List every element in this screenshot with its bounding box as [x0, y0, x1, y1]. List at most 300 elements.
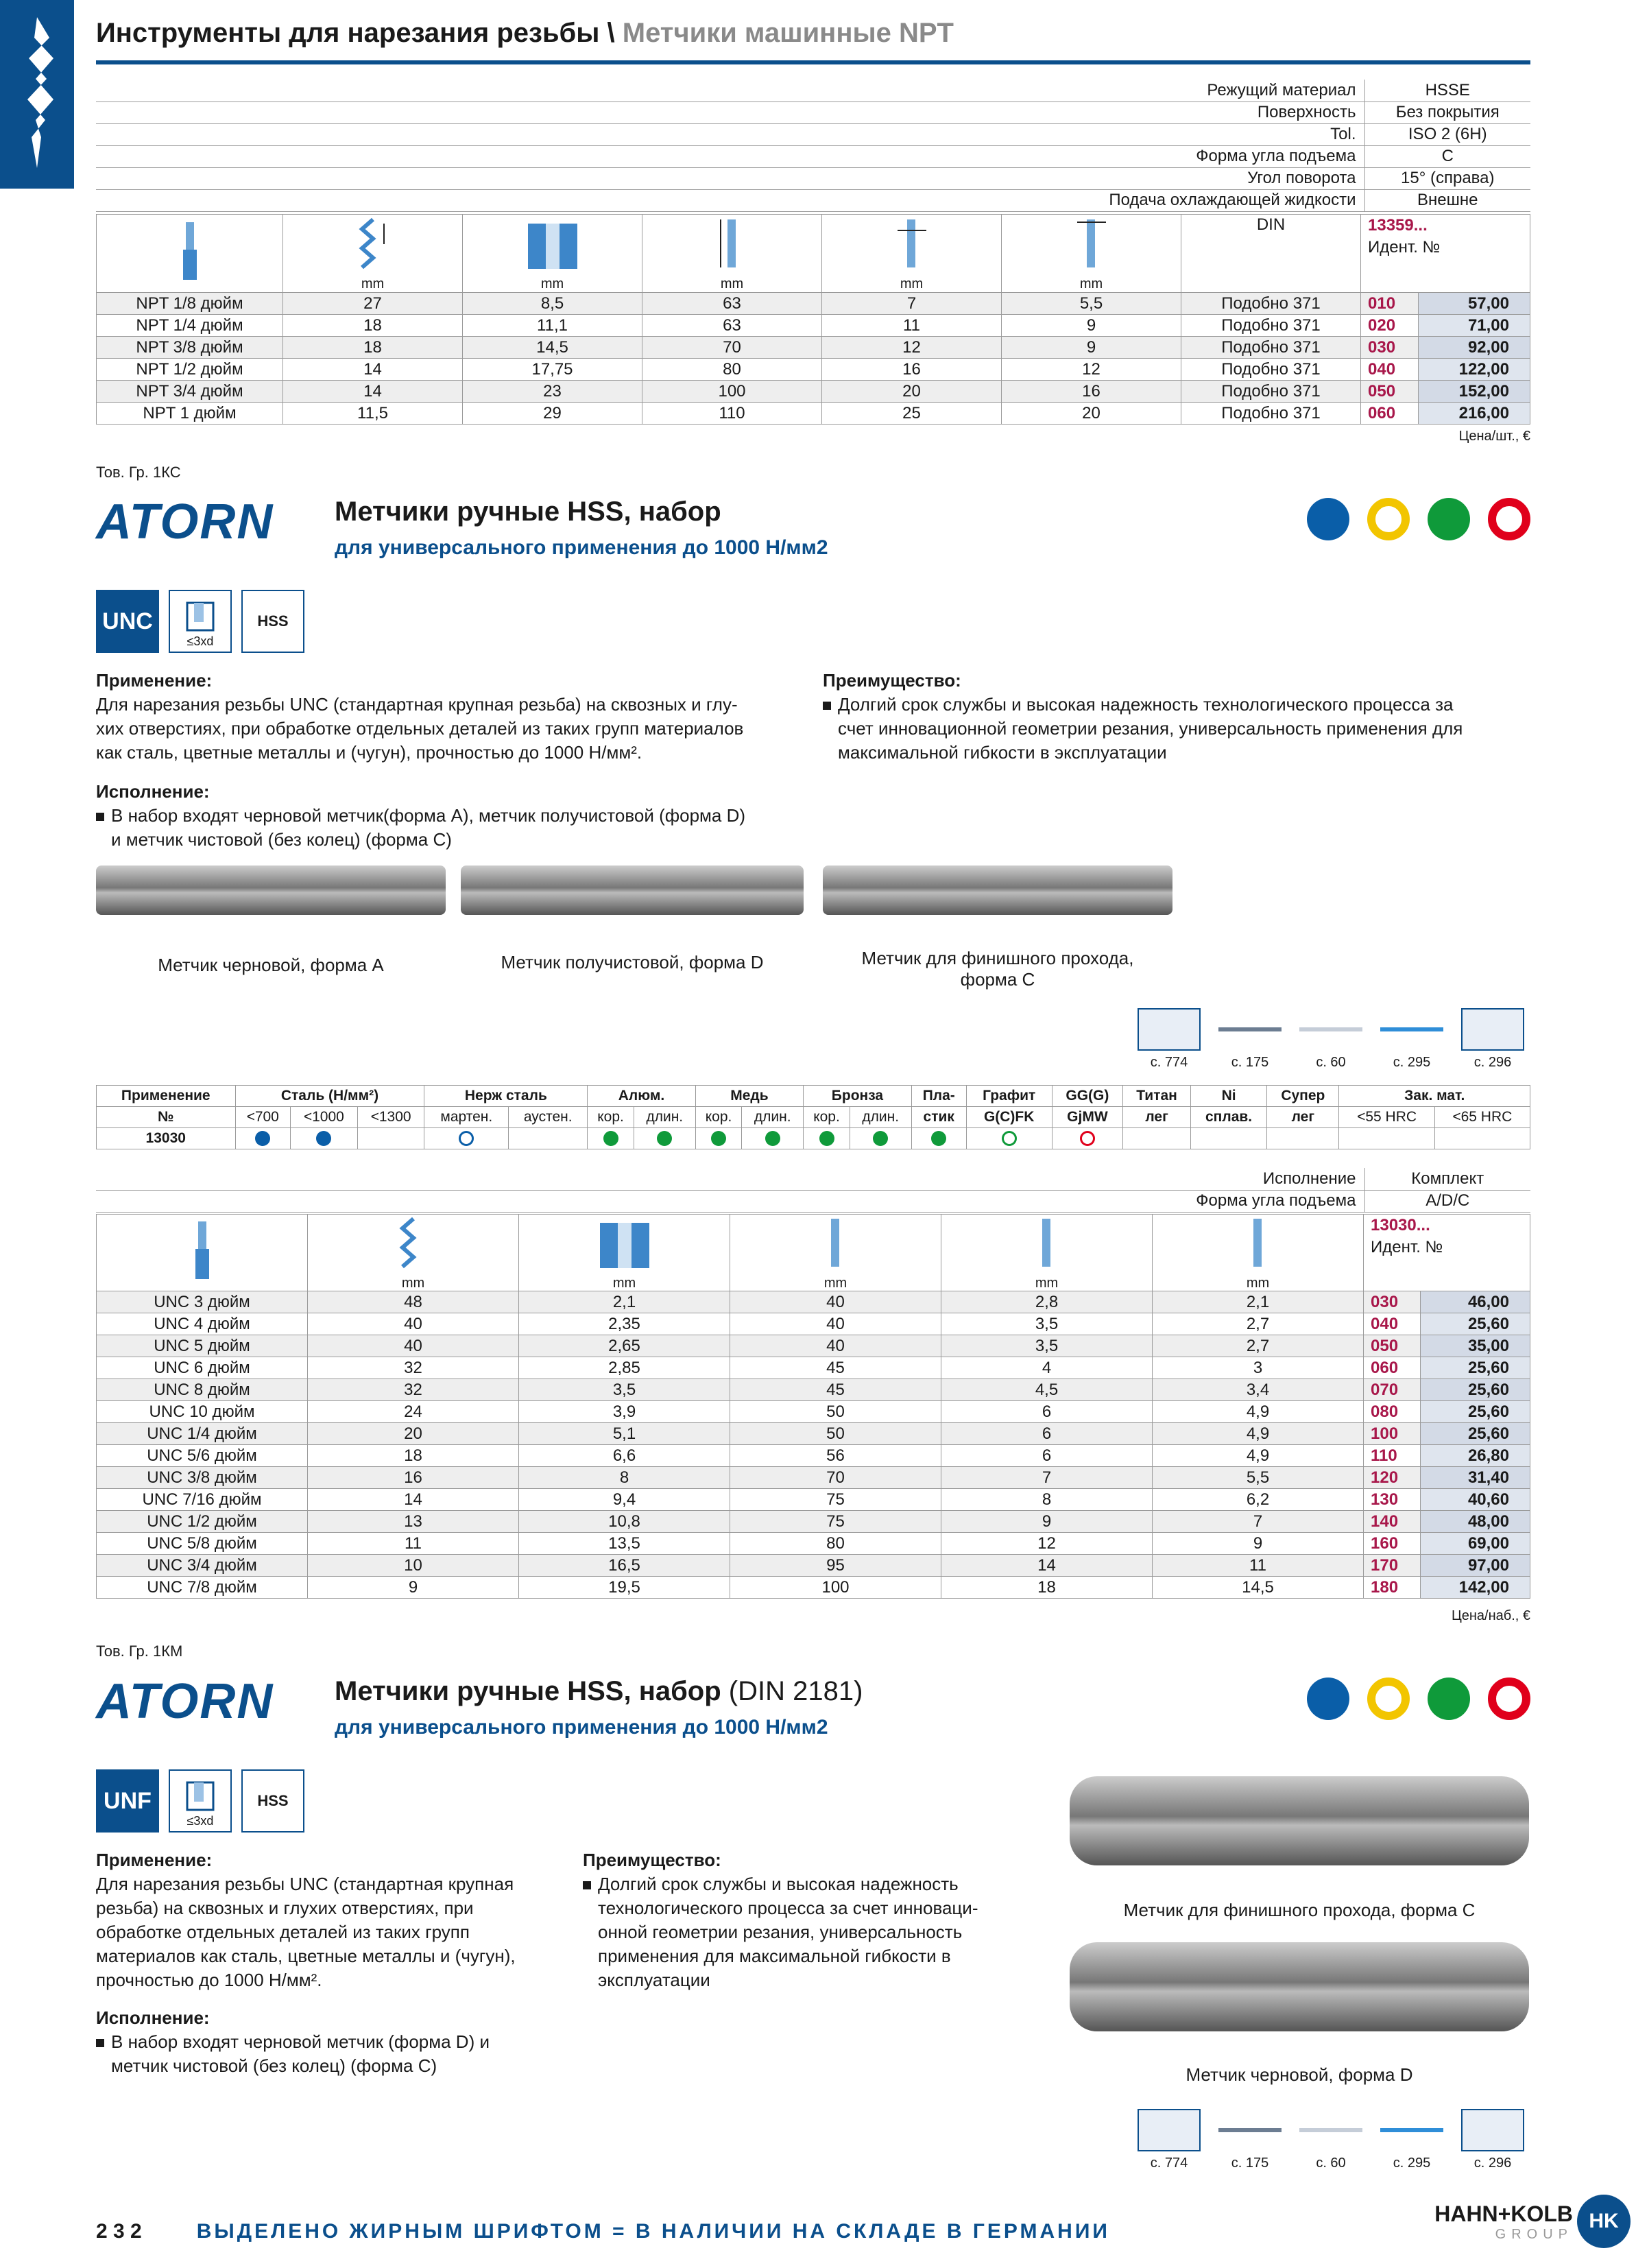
- footer: [96, 2220, 1110, 2243]
- tool-image-form-a: [96, 866, 446, 915]
- data-cell: 23: [463, 381, 642, 403]
- header-rule: [96, 60, 1530, 64]
- ref-drill[interactable]: с. 60: [1290, 1008, 1371, 1071]
- material-header: Пла-: [911, 1086, 966, 1107]
- ref-drill[interactable]: с. 60: [1290, 2109, 1371, 2171]
- execution-section: Исполнение: В набор входят черновой метчик(форма А), метчик получистовой (форма D) и метчик чистовой (без колец) (форма С): [96, 781, 746, 850]
- cast-dot: [1488, 1678, 1530, 1720]
- article-id: 050: [1361, 381, 1419, 403]
- data-cell: 2,65: [519, 1335, 730, 1357]
- data-cell: 3: [1153, 1357, 1364, 1379]
- product-title: Метчики ручные HSS, набор: [335, 497, 721, 527]
- page-title: Инструменты для нарезания резьбы \ Метчики машинные NPT: [96, 18, 954, 48]
- length-icon-cell: mm: [730, 1215, 941, 1291]
- suitability-dot: [1002, 1131, 1017, 1146]
- product-group: Тов. Гр. 1КС: [96, 464, 181, 481]
- price-cell: 71,00: [1419, 315, 1530, 337]
- pitch-icon-cell: mm: [283, 215, 463, 293]
- material-header: Ni: [1190, 1086, 1266, 1107]
- material-subheader: GjMW: [1052, 1107, 1123, 1128]
- data-cell: 40: [730, 1291, 941, 1313]
- suitability-dot: [459, 1131, 474, 1146]
- material-subheader: лег: [1267, 1107, 1339, 1128]
- table-row: [97, 1379, 1530, 1401]
- material-subheader: <55 HRC: [1339, 1107, 1434, 1128]
- data-cell: 14,5: [1153, 1577, 1364, 1599]
- data-cell: 32: [308, 1357, 519, 1379]
- data-cell: 63: [642, 293, 822, 315]
- suitability-dot: [316, 1131, 331, 1146]
- data-cell: 40: [730, 1335, 941, 1357]
- data-cell: 12: [822, 337, 1002, 359]
- table-row: [97, 403, 1530, 425]
- brand-mark: HK: [1577, 2195, 1631, 2248]
- tool-caption-d: Метчик получистовой, форма D: [501, 952, 764, 972]
- cast-dot: [1488, 498, 1530, 540]
- data-cell: 4,5: [941, 1379, 1153, 1401]
- material-subheader: аустен.: [509, 1107, 588, 1128]
- data-cell: 6,6: [519, 1445, 730, 1467]
- data-cell: 9: [308, 1577, 519, 1599]
- data-cell: 3,9: [519, 1401, 730, 1423]
- material-cell: [850, 1128, 911, 1149]
- thread-badge: UNC: [96, 590, 159, 653]
- pitch-icon-cell: mm: [308, 1215, 519, 1291]
- data-cell: 50: [730, 1401, 941, 1423]
- material-cell: [1434, 1128, 1530, 1149]
- thread-icon-cell: [97, 215, 283, 293]
- data-cell: 29: [463, 403, 642, 425]
- data-cell: 48: [308, 1291, 519, 1313]
- property-label: Угол поворота: [96, 167, 1364, 189]
- length-icon: [715, 217, 749, 272]
- data-cell: 6: [941, 1445, 1153, 1467]
- table-row: [97, 1533, 1530, 1555]
- property-value: Внешне: [1364, 189, 1530, 211]
- product-subtitle: для универсального применения до 1000 Н/мм2: [335, 1716, 828, 1739]
- data-cell: 4: [941, 1357, 1153, 1379]
- ref-holder[interactable]: с. 295: [1371, 1008, 1452, 1071]
- article-id: 060: [1361, 403, 1419, 425]
- price-cell: 152,00: [1419, 381, 1530, 403]
- material-cell: [509, 1128, 588, 1149]
- data-cell: 4,9: [1153, 1401, 1364, 1423]
- data-cell: 2,35: [519, 1313, 730, 1335]
- material-header: Применение: [97, 1086, 236, 1107]
- data-cell: 95: [730, 1555, 941, 1577]
- data-cell: 18: [283, 337, 463, 359]
- material-cell: [1190, 1128, 1266, 1149]
- data-cell: 27: [283, 293, 463, 315]
- material-subheader: кор.: [804, 1107, 850, 1128]
- material-badge: HSS: [241, 1769, 304, 1833]
- blind-hole-icon: [183, 1780, 217, 1814]
- thread-icon-cell: [97, 1215, 308, 1291]
- data-cell: 3,4: [1153, 1379, 1364, 1401]
- data-cell: 16,5: [519, 1555, 730, 1577]
- price-cell: 26,80: [1420, 1445, 1530, 1467]
- material-subheader: длин.: [634, 1107, 695, 1128]
- suitability-dot: [819, 1131, 834, 1146]
- data-cell: 11: [308, 1533, 519, 1555]
- material-subheader: сплав.: [1190, 1107, 1266, 1128]
- length-icon-cell: mm: [642, 215, 822, 293]
- tool-caption-d: Метчик черновой, форма D: [1186, 2064, 1413, 2085]
- material-header: GG(G): [1052, 1086, 1123, 1107]
- data-cell: Подобно 371: [1181, 337, 1361, 359]
- data-cell: 18: [308, 1445, 519, 1467]
- property-value: A/D/C: [1364, 1190, 1530, 1212]
- data-cell: 10,8: [519, 1511, 730, 1533]
- material-header: Нерж сталь: [424, 1086, 588, 1107]
- property-row: [96, 145, 1530, 167]
- data-cell: 5,5: [1002, 293, 1181, 315]
- data-cell: 2,7: [1153, 1335, 1364, 1357]
- price-cell: 25,60: [1420, 1423, 1530, 1445]
- data-cell: 9,4: [519, 1489, 730, 1511]
- data-cell: 9: [941, 1511, 1153, 1533]
- suitability-dot: [657, 1131, 672, 1146]
- property-label: Tol.: [96, 123, 1364, 145]
- shank-icon-cell: mm: [941, 1215, 1153, 1291]
- data-cell: UNC 3/8 дюйм: [97, 1467, 308, 1489]
- material-subheader: G(C)FK: [966, 1107, 1052, 1128]
- material-dots: [1307, 1678, 1530, 1720]
- price-cell: 97,00: [1420, 1555, 1530, 1577]
- data-cell: 14: [308, 1489, 519, 1511]
- data-cell: UNC 5 дюйм: [97, 1335, 308, 1357]
- material-cell: [1267, 1128, 1339, 1149]
- property-value: Комплект: [1364, 1168, 1530, 1190]
- article-id: 070: [1364, 1379, 1421, 1401]
- material-cell: [424, 1128, 509, 1149]
- material-header: Титан: [1123, 1086, 1191, 1107]
- data-cell: 17,75: [463, 359, 642, 381]
- data-cell: 11,5: [283, 403, 463, 425]
- data-cell: UNC 3 дюйм: [97, 1291, 308, 1313]
- data-cell: 3,5: [941, 1335, 1153, 1357]
- data-cell: Подобно 371: [1181, 293, 1361, 315]
- price-cell: 122,00: [1419, 359, 1530, 381]
- property-row: [96, 1190, 1530, 1212]
- table-row: [97, 1577, 1530, 1599]
- pitch-icon: [393, 1216, 434, 1271]
- hole-icon: [597, 1216, 652, 1271]
- data-cell: 2,8: [941, 1291, 1153, 1313]
- data-cell: 10: [308, 1555, 519, 1577]
- data-cell: 8,5: [463, 293, 642, 315]
- price-cell: 142,00: [1420, 1577, 1530, 1599]
- data-cell: 7: [941, 1467, 1153, 1489]
- property-value: ISO 2 (6H): [1364, 123, 1530, 145]
- article-id: 160: [1364, 1533, 1421, 1555]
- feature-badges: [96, 590, 304, 653]
- property-label: Форма угла подъема: [96, 1190, 1364, 1212]
- material-dots: [1307, 498, 1530, 540]
- table-row: [97, 1335, 1530, 1357]
- square-icon: [1241, 1216, 1275, 1271]
- data-cell: 14,5: [463, 337, 642, 359]
- data-cell: NPT 3/4 дюйм: [97, 381, 283, 403]
- table-row: [97, 1489, 1530, 1511]
- data-cell: 63: [642, 315, 822, 337]
- data-cell: UNC 10 дюйм: [97, 1401, 308, 1423]
- data-cell: NPT 3/8 дюйм: [97, 337, 283, 359]
- table-row: [97, 1511, 1530, 1533]
- reference-icons: [1129, 2109, 1533, 2171]
- ref-tap-drill[interactable]: с. 175: [1210, 2109, 1290, 2171]
- property-label: Подача охлаждающей жидкости: [96, 189, 1364, 211]
- data-cell: UNC 6 дюйм: [97, 1357, 308, 1379]
- material-subheader: мартен.: [424, 1107, 509, 1128]
- data-cell: 8: [519, 1467, 730, 1489]
- tap-icon: [189, 1217, 216, 1283]
- price-cell: 40,60: [1420, 1489, 1530, 1511]
- suitability-dot: [765, 1131, 780, 1146]
- article-id: 130: [1364, 1489, 1421, 1511]
- data-cell: Подобно 371: [1181, 315, 1361, 337]
- table-row: [97, 1555, 1530, 1577]
- data-cell: 75: [730, 1489, 941, 1511]
- shank-icon: [1030, 1216, 1064, 1271]
- ref-catalog[interactable]: с. 774: [1129, 2109, 1210, 2171]
- square-icon-cell: mm: [1002, 215, 1181, 293]
- material-header: Графит: [966, 1086, 1052, 1107]
- material-header: Супер: [1267, 1086, 1339, 1107]
- data-cell: 32: [308, 1379, 519, 1401]
- nonferrous-dot: [1428, 498, 1470, 540]
- data-cell: 11,1: [463, 315, 642, 337]
- data-cell: 11: [1153, 1555, 1364, 1577]
- article-id: 030: [1361, 337, 1419, 359]
- data-cell: 110: [642, 403, 822, 425]
- data-cell: 18: [941, 1577, 1153, 1599]
- data-cell: 20: [822, 381, 1002, 403]
- material-header: Бронза: [804, 1086, 911, 1107]
- data-cell: 13: [308, 1511, 519, 1533]
- shank-icon: [895, 217, 929, 272]
- data-cell: NPT 1/2 дюйм: [97, 359, 283, 381]
- data-cell: 13,5: [519, 1533, 730, 1555]
- suitability-dot: [711, 1131, 726, 1146]
- table-row: [97, 315, 1530, 337]
- price-cell: 25,60: [1420, 1313, 1530, 1335]
- price-cell: 216,00: [1419, 403, 1530, 425]
- price-cell: 25,60: [1420, 1379, 1530, 1401]
- material-badge: HSS: [241, 590, 304, 653]
- data-cell: NPT 1/4 дюйм: [97, 315, 283, 337]
- data-cell: 14: [283, 381, 463, 403]
- article-id: 140: [1364, 1511, 1421, 1533]
- property-label: Форма угла подъема: [96, 145, 1364, 167]
- square-icon-cell: mm: [1153, 1215, 1364, 1291]
- tool-caption-c: Метчик для финишного прохода, форма С: [861, 948, 1134, 990]
- property-row: [96, 102, 1530, 123]
- material-subheader: длин.: [850, 1107, 911, 1128]
- nonferrous-dot: [1428, 1678, 1470, 1720]
- data-cell: 40: [730, 1313, 941, 1335]
- data-cell: 12: [941, 1533, 1153, 1555]
- ref-catalog[interactable]: с. 774: [1129, 1008, 1210, 1071]
- data-cell: 14: [941, 1555, 1153, 1577]
- price-caption: Цена/шт., €: [1458, 429, 1530, 444]
- price-cell: 92,00: [1419, 337, 1530, 359]
- material-cell: [290, 1128, 357, 1149]
- property-value: C: [1364, 145, 1530, 167]
- data-cell: UNC 1/4 дюйм: [97, 1423, 308, 1445]
- article-id: 110: [1364, 1445, 1421, 1467]
- atorn-logo: ATORN: [96, 494, 274, 549]
- material-cell: [804, 1128, 850, 1149]
- drill-diameter-icon-cell: mm: [463, 215, 642, 293]
- data-cell: 7: [1153, 1511, 1364, 1533]
- data-cell: 50: [730, 1423, 941, 1445]
- ref-holder[interactable]: с. 295: [1371, 2109, 1452, 2171]
- price-cell: 25,60: [1420, 1401, 1530, 1423]
- data-cell: 45: [730, 1357, 941, 1379]
- data-cell: 16: [308, 1467, 519, 1489]
- material-cell: [966, 1128, 1052, 1149]
- ref-chart[interactable]: с. 296: [1452, 2109, 1533, 2171]
- atorn-logo: ATORN: [96, 1674, 274, 1729]
- suitability-dot: [1080, 1131, 1095, 1146]
- material-cell: [1052, 1128, 1123, 1149]
- data-cell: UNC 1/2 дюйм: [97, 1511, 308, 1533]
- material-subheader: <1000: [290, 1107, 357, 1128]
- tool-image-form-c: [1070, 1776, 1529, 1865]
- material-cell: [742, 1128, 804, 1149]
- article-id: 050: [1364, 1335, 1421, 1357]
- data-cell: 2,1: [1153, 1291, 1364, 1313]
- data-cell: UNC 7/16 дюйм: [97, 1489, 308, 1511]
- application-section: Применение: Для нарезания резьбы UNC (стандартная крупная резьба) на сквозных и глухих отверстиях, при обработке отдельных деталей из таких групп материалов как сталь, цветные металлы и (чугун), прочностью до 1000 Н/мм².: [96, 1850, 516, 1990]
- data-cell: 20: [1002, 403, 1181, 425]
- article-id: 040: [1364, 1313, 1421, 1335]
- data-cell: 45: [730, 1379, 941, 1401]
- table-row: [97, 1401, 1530, 1423]
- data-cell: 6: [941, 1401, 1153, 1423]
- data-cell: UNC 5/6 дюйм: [97, 1445, 308, 1467]
- article-id: 040: [1361, 359, 1419, 381]
- price-caption: Цена/наб., €: [1451, 1608, 1530, 1623]
- application-section: Применение: Для нарезания резьбы UNC (стандартная крупная резьба) на сквозных и глу- хих отверстиях, при обработке отдельных деталей из таких групп материалов как сталь, цветные металлы и (чугун), прочностью до 1000 Н/мм².: [96, 670, 744, 763]
- article-id: 180: [1364, 1577, 1421, 1599]
- data-cell: NPT 1/8 дюйм: [97, 293, 283, 315]
- din-head: DIN: [1181, 215, 1361, 293]
- square-icon: [1074, 217, 1109, 272]
- property-row: [96, 189, 1530, 211]
- page-number: 2 3 2: [96, 2220, 142, 2243]
- material-header: Сталь (Н/мм²): [235, 1086, 424, 1107]
- category-tab: [0, 0, 74, 189]
- data-cell: 56: [730, 1445, 941, 1467]
- data-cell: 3,5: [941, 1313, 1153, 1335]
- article-id: 020: [1361, 315, 1419, 337]
- data-cell: Подобно 371: [1181, 403, 1361, 425]
- data-cell: 9: [1002, 337, 1181, 359]
- table-row: [97, 1423, 1530, 1445]
- data-cell: 80: [642, 359, 822, 381]
- data-cell: 2,1: [519, 1291, 730, 1313]
- property-row: [96, 123, 1530, 145]
- material-subheader: <65 HRC: [1434, 1107, 1530, 1128]
- drill-diameter-icon-cell: mm: [519, 1215, 730, 1291]
- suitability-dot: [931, 1131, 946, 1146]
- hole-icon: [525, 217, 580, 272]
- blind-hole-icon: [183, 600, 217, 634]
- suitability-dot: [603, 1131, 618, 1146]
- price-cell: 25,60: [1420, 1357, 1530, 1379]
- material-header: Зак. мат.: [1339, 1086, 1530, 1107]
- id-head: 13359... Идент. №: [1361, 215, 1530, 293]
- data-cell: 100: [730, 1577, 941, 1599]
- material-subheader: кор.: [588, 1107, 634, 1128]
- tool-caption-c: Метчик для финишного прохода, форма С: [1123, 1900, 1476, 1920]
- article-id: 080: [1364, 1401, 1421, 1423]
- data-cell: 80: [730, 1533, 941, 1555]
- data-cell: 40: [308, 1313, 519, 1335]
- data-cell: 20: [308, 1423, 519, 1445]
- data-cell: 4,9: [1153, 1423, 1364, 1445]
- property-row: [96, 1168, 1530, 1190]
- data-cell: 16: [1002, 381, 1181, 403]
- data-cell: 8: [941, 1489, 1153, 1511]
- price-cell: 35,00: [1420, 1335, 1530, 1357]
- data-cell: 7: [822, 293, 1002, 315]
- data-cell: Подобно 371: [1181, 359, 1361, 381]
- data-cell: 4,9: [1153, 1445, 1364, 1467]
- data-cell: 9: [1153, 1533, 1364, 1555]
- material-cell: [357, 1128, 424, 1149]
- ref-tap-drill[interactable]: с. 175: [1210, 1008, 1290, 1071]
- data-cell: 19,5: [519, 1577, 730, 1599]
- data-cell: 100: [642, 381, 822, 403]
- material-cell: [1339, 1128, 1434, 1149]
- npt-table: [96, 214, 1530, 425]
- thread-badge: UNF: [96, 1769, 159, 1833]
- data-cell: UNC 4 дюйм: [97, 1313, 308, 1335]
- ref-chart[interactable]: с. 296: [1452, 1008, 1533, 1071]
- table-row: [97, 1291, 1530, 1313]
- tool-caption-a: Метчик черновой, форма А: [158, 955, 384, 975]
- table-row: [97, 1467, 1530, 1489]
- data-cell: 2,85: [519, 1357, 730, 1379]
- property-value: HSSE: [1364, 80, 1530, 102]
- steel-dot: [1307, 1678, 1349, 1720]
- data-cell: 40: [308, 1335, 519, 1357]
- article-id: 170: [1364, 1555, 1421, 1577]
- data-cell: 18: [283, 315, 463, 337]
- data-cell: 70: [730, 1467, 941, 1489]
- property-row: [96, 80, 1530, 102]
- tool-image-form-d: [461, 866, 804, 915]
- depth-badge: ≤3xd: [169, 1769, 232, 1833]
- data-cell: 6: [941, 1423, 1153, 1445]
- material-cell: [235, 1128, 290, 1149]
- data-cell: UNC 7/8 дюйм: [97, 1577, 308, 1599]
- price-cell: 57,00: [1419, 293, 1530, 315]
- material-cell: [1123, 1128, 1191, 1149]
- suitability-dot: [255, 1131, 270, 1146]
- unc-properties: [96, 1168, 1530, 1213]
- price-cell: 48,00: [1420, 1511, 1530, 1533]
- material-header: Медь: [695, 1086, 803, 1107]
- data-cell: NPT 1 дюйм: [97, 403, 283, 425]
- table-row: [97, 1445, 1530, 1467]
- table-row: [97, 293, 1530, 315]
- data-cell: UNC 3/4 дюйм: [97, 1555, 308, 1577]
- article-id: 100: [1364, 1423, 1421, 1445]
